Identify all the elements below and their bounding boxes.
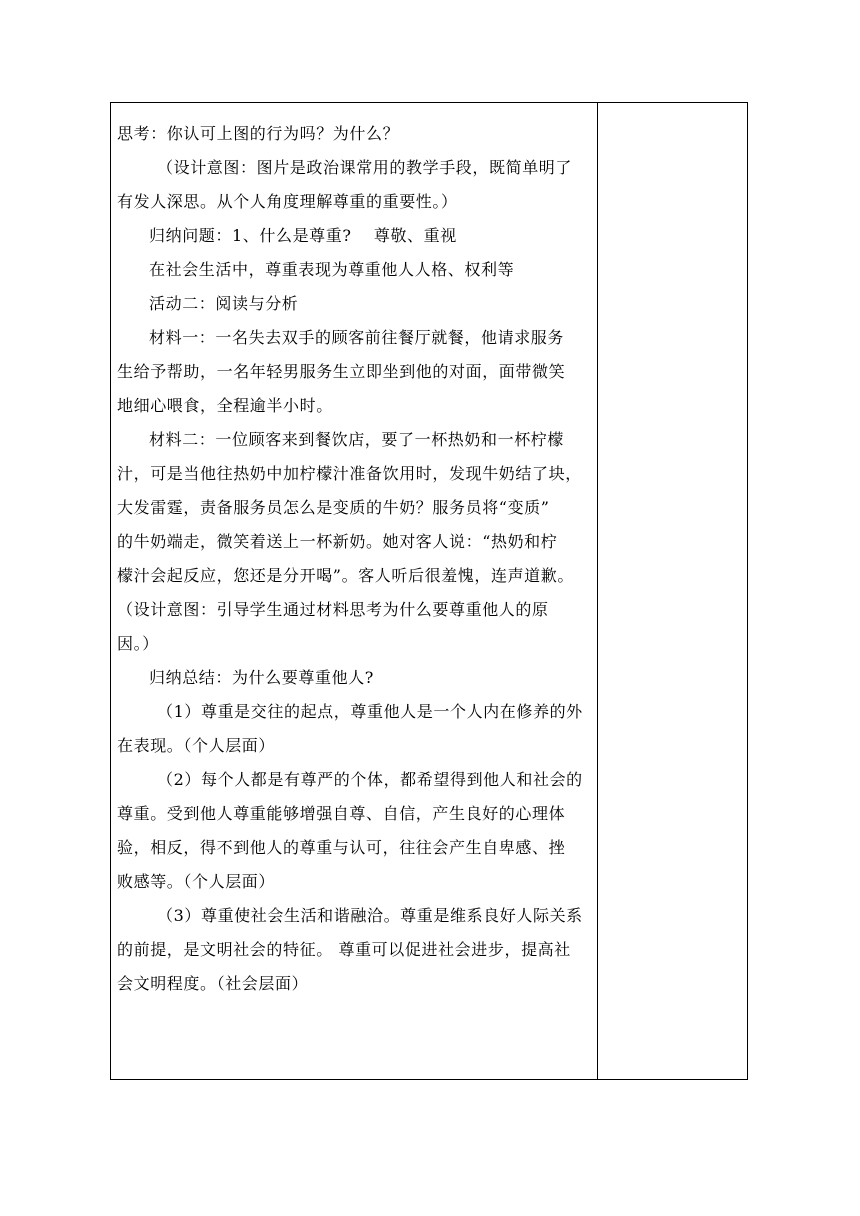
text-line: 生给予帮助，一名年轻男服务生立即坐到他的对面，面带微笑 — [117, 362, 566, 381]
text-line: （2）每个人都是有尊严的个体，都希望得到他人和社会的 — [157, 770, 583, 789]
text-line: 在表现。（个人层面） — [117, 736, 276, 755]
text-line: 会文明程度。（社会层面） — [117, 974, 309, 993]
text-line: 汁，可是当他往热奶中加柠檬汁准备饮用时，发现牛奶结了块， — [117, 464, 582, 483]
text-line: 地细心喂食，全程逾半小时。 — [117, 396, 333, 415]
text-line: 败感等。（个人层面） — [117, 872, 276, 891]
lesson-table — [110, 102, 748, 1080]
lesson-content-cell — [117, 117, 593, 1001]
text-line: 大发雷霆，责备服务员怎么是变质的牛奶？服务员将“变质” — [117, 498, 550, 517]
text-line: 尊重。受到他人尊重能够增强自尊、自信，产生良好的心理体 — [117, 804, 566, 823]
text-line: （设计意图：引导学生通过材料思考为什么要尊重他人的原 — [117, 600, 549, 619]
text-line: 的牛奶端走，微笑着送上一杯新奶。她对客人说：“热奶和柠 — [117, 532, 558, 551]
text-line: （3）尊重使社会生活和谐融洽。尊重是维系良好人际关系 — [157, 906, 583, 925]
text-line: 有发人深思。从个人角度理解尊重的重要性。） — [117, 192, 458, 211]
text-line: 在社会生活中，尊重表现为尊重他人人格、权利等 — [149, 260, 515, 279]
notes-cell — [599, 103, 747, 1079]
text-line: 材料一：一名失去双手的顾客前往餐厅就餐，他请求服务 — [149, 328, 565, 347]
text-line: 验，相反，得不到他人的尊重与认可，往往会产生自卑感、挫 — [117, 838, 566, 857]
text-line: （1）尊重是交往的起点，尊重他人是一个人内在修养的外 — [157, 702, 583, 721]
text-line: 思考：你认可上图的行为吗？为什么？ — [117, 124, 400, 143]
text-line: 归纳问题：1、什么是尊重? 尊敬、重视 — [149, 226, 457, 245]
text-line: 活动二：阅读与分析 — [149, 294, 299, 313]
text-line: （设计意图：图片是政治课常用的教学手段，既简单明了 — [157, 158, 573, 177]
text-line: 檬汁会起反应，您还是分开喝”。客人听后很羞愧，连声道歉。 — [117, 566, 574, 585]
column-divider — [597, 103, 598, 1079]
text-line: 归纳总结：为什么要尊重他人? — [149, 668, 374, 687]
text-line: 的前提，是文明社会的特征。 尊重可以促进社会进步，提高社 — [117, 940, 571, 959]
text-line: 因。） — [117, 634, 159, 653]
text-line: 材料二：一位顾客来到餐饮店，要了一杯热奶和一杯柠檬 — [149, 430, 565, 449]
